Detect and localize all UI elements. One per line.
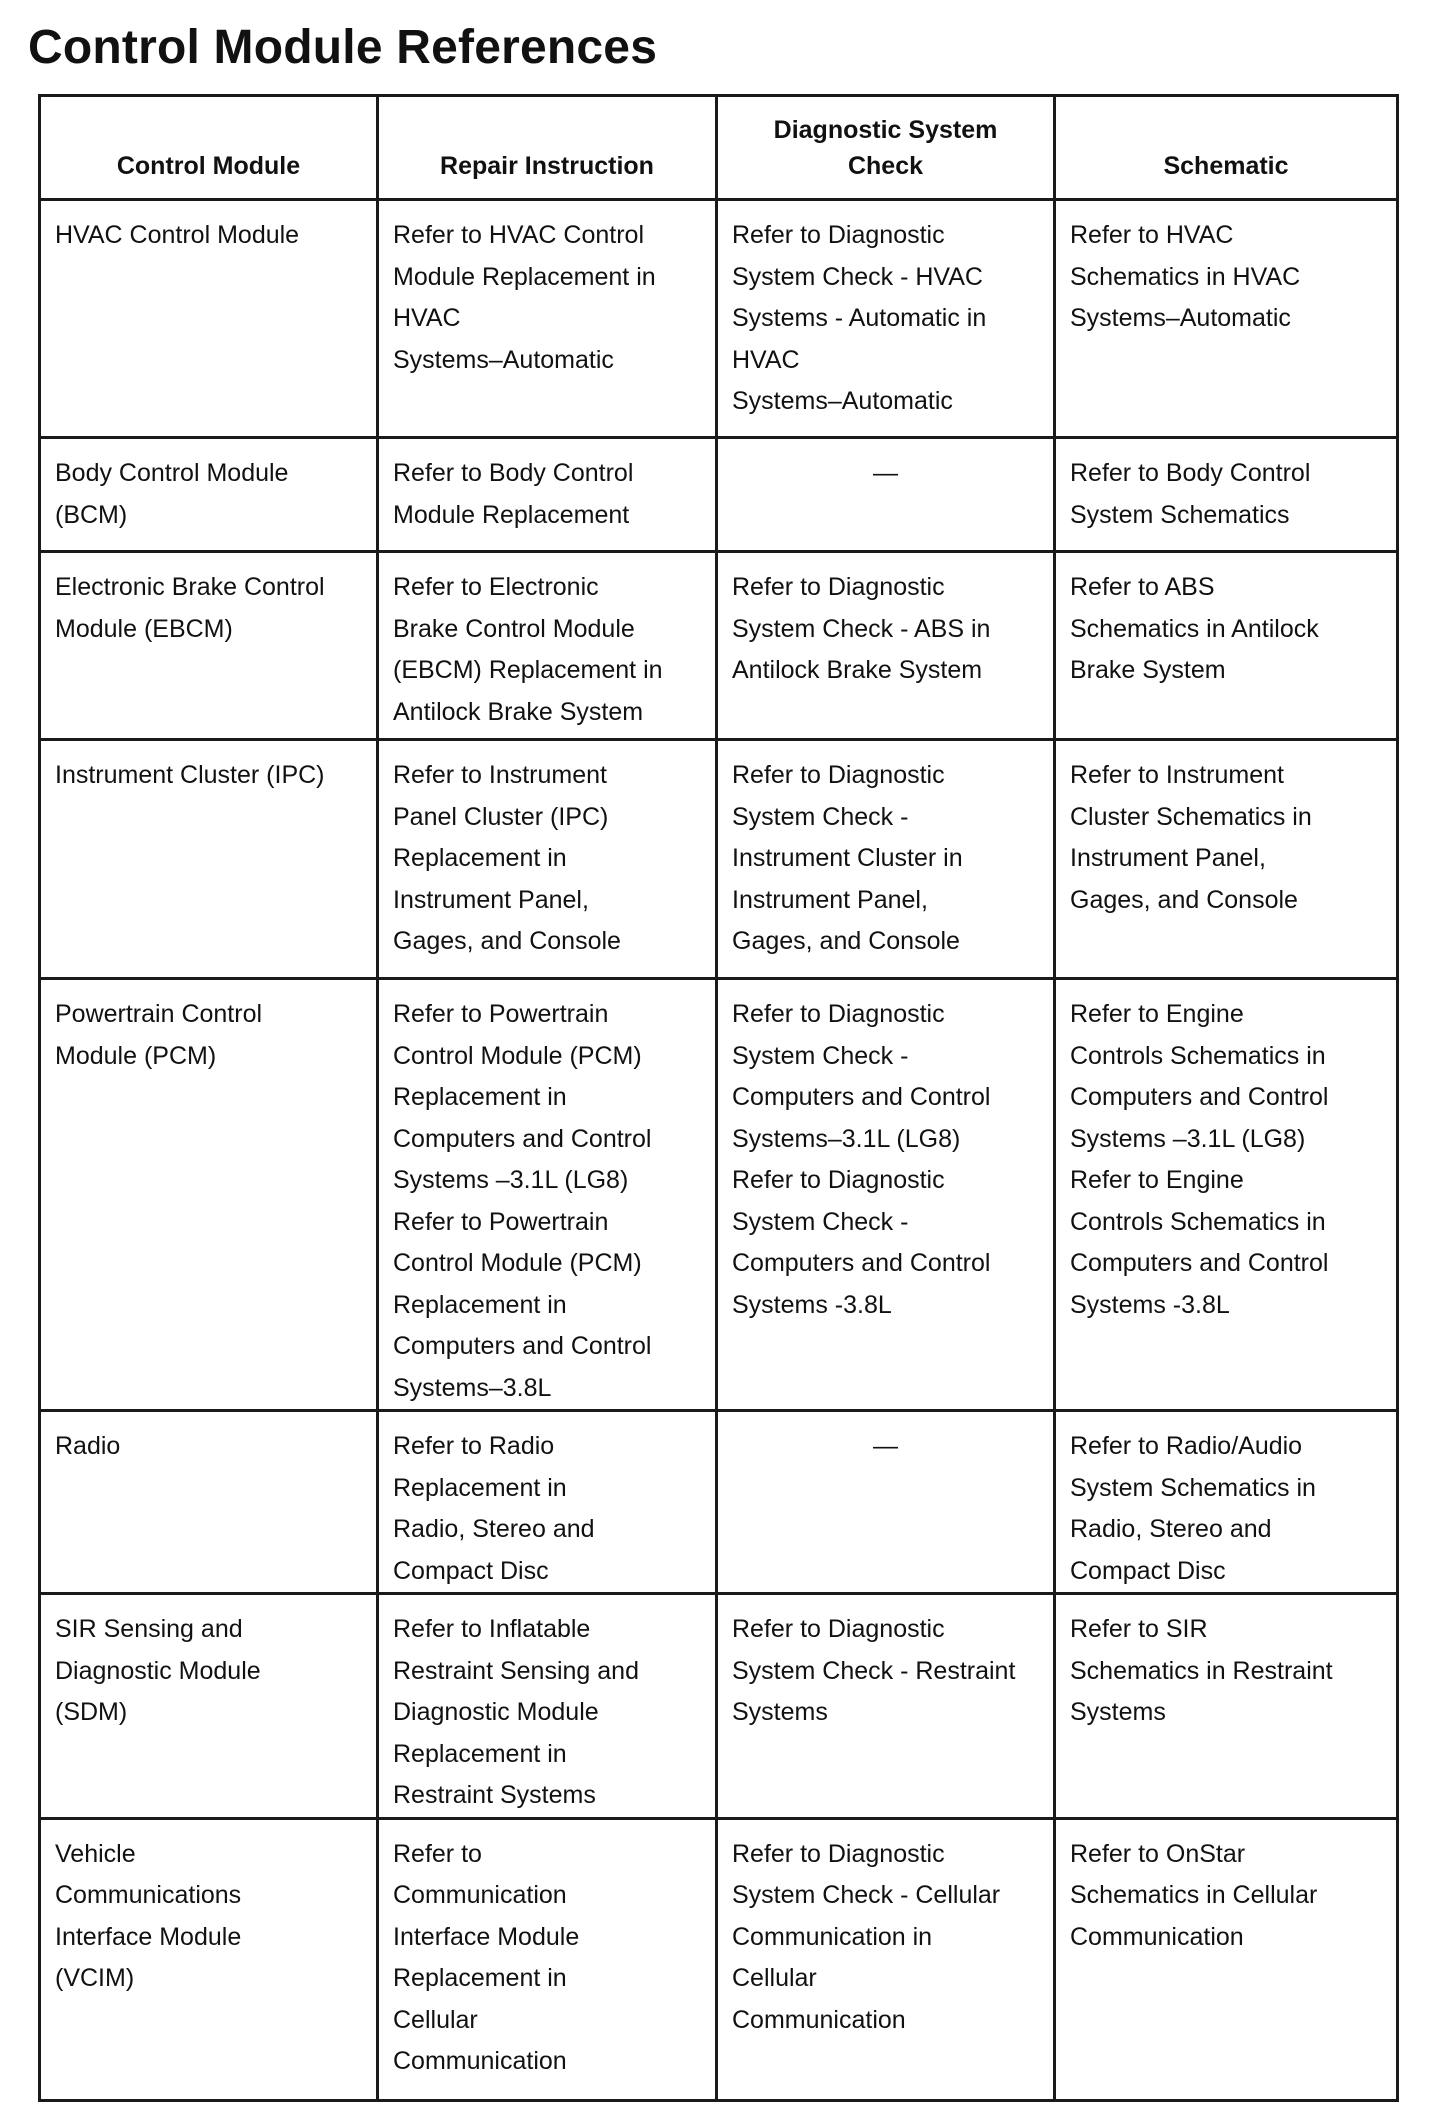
cell-control-module: Radio (40, 1411, 378, 1594)
cell-control-module: HVAC Control Module (40, 200, 378, 438)
cell-control-module: Body Control Module (BCM) (40, 438, 378, 552)
cell-control-module: Electronic Brake Control Module (EBCM) (40, 552, 378, 740)
cell-repair-instruction: Refer to Communication Interface Module Replacement in Cellular Communication (378, 1818, 717, 2100)
cell-schematic: Refer to Instrument Cluster Schematics in Instrument Panel, Gages, and Console (1055, 740, 1398, 979)
cell-diagnostic-system-check: Refer to Diagnostic System Check - Computers and Control Systems–3.1L (LG8) Refer to Diagnostic System Check - Computers and Control Systems -3.8L (717, 979, 1055, 1411)
cell-schematic: Refer to Radio/Audio System Schematics in Radio, Stereo and Compact Disc (1055, 1411, 1398, 1594)
cell-diagnostic-system-check: — (717, 1411, 1055, 1594)
cell-diagnostic-system-check: Refer to Diagnostic System Check - Restraint Systems (717, 1594, 1055, 1819)
column-header-repair-instruction: Repair Instruction (378, 96, 717, 200)
cell-repair-instruction: Refer to Electronic Brake Control Module (EBCM) Replacement in Antilock Brake System (378, 552, 717, 740)
table-row (40, 1411, 1398, 1594)
table-row (40, 200, 1398, 438)
cell-control-module: Powertrain Control Module (PCM) (40, 979, 378, 1411)
cell-schematic: Refer to SIR Schematics in Restraint Systems (1055, 1594, 1398, 1819)
cell-diagnostic-system-check: Refer to Diagnostic System Check - Instrument Cluster in Instrument Panel, Gages, and Console (717, 740, 1055, 979)
cell-repair-instruction: Refer to Inflatable Restraint Sensing and Diagnostic Module Replacement in Restraint Systems (378, 1594, 717, 1819)
table-row (40, 979, 1398, 1411)
cell-diagnostic-system-check: Refer to Diagnostic System Check - Cellular Communication in Cellular Communication (717, 1818, 1055, 2100)
table-row (40, 740, 1398, 979)
table-row (40, 438, 1398, 552)
cell-repair-instruction: Refer to Instrument Panel Cluster (IPC) Replacement in Instrument Panel, Gages, and Console (378, 740, 717, 979)
cell-schematic: Refer to OnStar Schematics in Cellular Communication (1055, 1818, 1398, 2100)
cell-control-module: Instrument Cluster (IPC) (40, 740, 378, 979)
page-title: Control Module References (28, 21, 658, 74)
cell-repair-instruction: Refer to Powertrain Control Module (PCM) Replacement in Computers and Control Systems –3.1L (LG8) Refer to Powertrain Control Module (PCM) Replacement in Computers and Control Systems–3.8L (378, 979, 717, 1411)
cell-schematic: Refer to ABS Schematics in Antilock Brake System (1055, 552, 1398, 740)
cell-schematic: Refer to Body Control System Schematics (1055, 438, 1398, 552)
cell-diagnostic-system-check: — (717, 438, 1055, 552)
table-row (40, 552, 1398, 740)
column-header-diagnostic-system-check: Diagnostic System Check (717, 96, 1055, 200)
cell-diagnostic-system-check: Refer to Diagnostic System Check - ABS in Antilock Brake System (717, 552, 1055, 740)
cell-repair-instruction: Refer to HVAC Control Module Replacement in HVAC Systems–Automatic (378, 200, 717, 438)
table-header-row (40, 96, 1398, 200)
table-row (40, 1594, 1398, 1819)
cell-schematic: Refer to Engine Controls Schematics in Computers and Control Systems –3.1L (LG8) Refer to Engine Controls Schematics in Computers and Control Systems -3.8L (1055, 979, 1398, 1411)
cell-repair-instruction: Refer to Radio Replacement in Radio, Stereo and Compact Disc (378, 1411, 717, 1594)
table-row (40, 1818, 1398, 2100)
control-module-references-table (38, 94, 1399, 2102)
cell-diagnostic-system-check: Refer to Diagnostic System Check - HVAC Systems - Automatic in HVAC Systems–Automatic (717, 200, 1055, 438)
cell-control-module: SIR Sensing and Diagnostic Module (SDM) (40, 1594, 378, 1819)
cell-schematic: Refer to HVAC Schematics in HVAC Systems–Automatic (1055, 200, 1398, 438)
column-header-control-module: Control Module (40, 96, 378, 200)
cell-repair-instruction: Refer to Body Control Module Replacement (378, 438, 717, 552)
column-header-schematic: Schematic (1055, 96, 1398, 200)
cell-control-module: Vehicle Communications Interface Module (VCIM) (40, 1818, 378, 2100)
